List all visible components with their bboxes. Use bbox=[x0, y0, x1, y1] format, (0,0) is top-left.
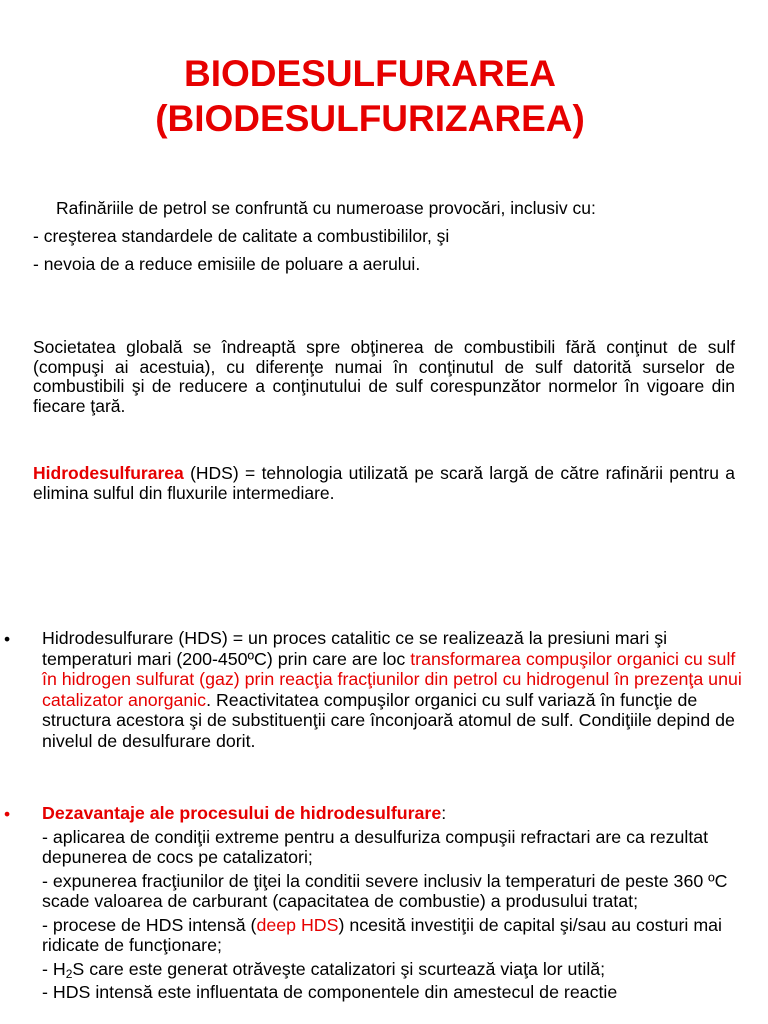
disadvantages-heading: Dezavantaje ale procesului de hidrodesulfurare bbox=[42, 803, 442, 823]
disadvantage-item: - HDS intensă este influentata de componentele din amestecul de reactie bbox=[42, 982, 618, 1002]
disadvantage-item: - aplicarea de condiţii extreme pentru a desulfuriza compuşii refractari are ca rezultat depunerea de cocs pe catalizatori; bbox=[42, 826, 709, 867]
hds-process-paragraph bbox=[42, 628, 754, 751]
heading-colon: : bbox=[441, 803, 447, 823]
disadvantage-item bbox=[42, 959, 754, 980]
hds-definition-text: (HDS) = tehnologia utilizată pe scară largă de către rafinării pentru a elimina sulful din fluxurile intermediare. bbox=[33, 463, 735, 503]
intro-item-emissions: - nevoia de a reduce emisiile de poluare a aerului. bbox=[33, 254, 421, 274]
page-subtitle: (BIODESULFURIZAREA) bbox=[155, 98, 585, 139]
bullet-marker: • bbox=[4, 629, 11, 649]
hds-process-highlight: transformarea compuşilor organici cu sulf în hidrogen sulfurat (gaz) prin reacţia fracţiunilor din petrol cu hidrogenul în prezenţa unui catalizator anorganic bbox=[42, 648, 742, 710]
society-paragraph: Societatea globală se îndreaptă spre obţinerea de combustibili fără conţinut de sulf (compuşi ai acestuia), cu diferenţe numai în conţinutul de sulf datorită surselor de combustibili şi de reducere a conţinutului de sulf corespunzător normelor în vigoare din fiecare ţară. bbox=[33, 337, 735, 416]
disadvantage-item: - expunerea fracţiunilor de ţiţei la conditii severe inclusiv la temperaturi de peste 360 ºC scade valoarea de carburant (capacitatea de combustie) a produsului tratat; bbox=[42, 870, 728, 911]
disadvantage-text: ) ncesită investiţii de capital şi/sau au costuri mai ridicate de funcţionare; bbox=[42, 914, 722, 955]
disadvantages-heading-line bbox=[42, 803, 754, 824]
disadvantage-item bbox=[42, 915, 754, 956]
disadvantage-text: S care este generat otrăveşte catalizatori şi scurtează viaţa lor utilă; bbox=[72, 958, 606, 979]
disadvantages-block bbox=[42, 803, 754, 1003]
disadvantage-text: - procese de HDS intensă ( bbox=[42, 914, 257, 935]
page-title: BIODESULFURAREA bbox=[183, 53, 557, 94]
hds-definition-paragraph bbox=[33, 464, 735, 503]
hds-process-reactivity: . Reactivitatea compuşilor organici cu sulf variază în funcţie de structura acestora şi de substituenţii care înconjoară atomul de sulf. Condiţiile depind de nivelul de desulfurare dorit. bbox=[42, 689, 735, 751]
hds-term: Hidrodesulfurarea bbox=[33, 463, 184, 483]
bullet-marker: • bbox=[4, 804, 11, 824]
intro-item-standards: - creşterea standardele de calitate a combustibililor, şi bbox=[33, 226, 450, 246]
hds-process-text: Hidrodesulfurare (HDS) = un proces catalitic ce se realizează la presiuni mari şi temperaturi mari (200-450ºC) prin care are loc bbox=[42, 628, 668, 669]
deep-hds-term: deep HDS bbox=[256, 914, 339, 935]
intro-lead: Rafinăriile de petrol se confruntă cu numeroase provocări, inclusiv cu: bbox=[56, 198, 596, 218]
disadvantage-text: - H bbox=[42, 958, 66, 979]
subscript: 2 bbox=[65, 966, 73, 981]
